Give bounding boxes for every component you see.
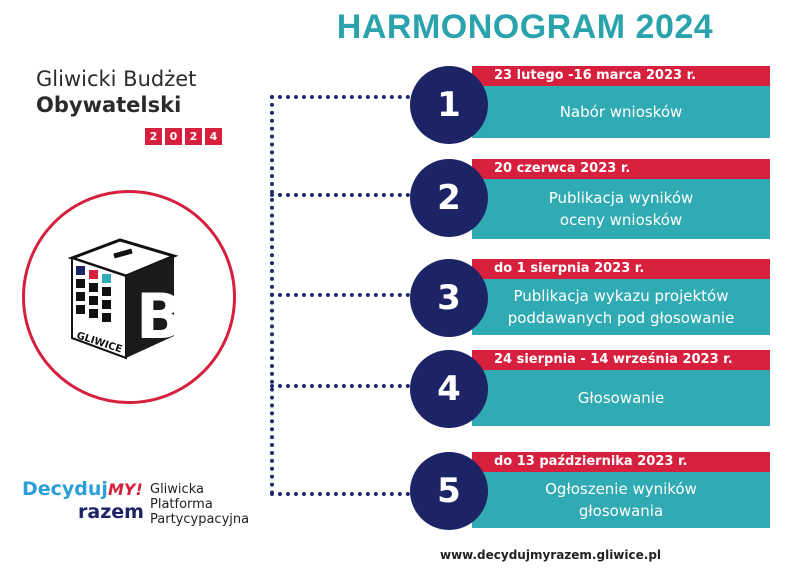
- footer-url: www.decydujmyrazem.gliwice.pl: [440, 548, 662, 562]
- ballot-box-logo: [62, 230, 192, 360]
- partner-word-2: razem: [78, 501, 144, 523]
- step-description: Ogłoszenie wyników głosowania: [472, 472, 770, 528]
- platform-name: Gliwicka Platforma Partycypacyjna: [150, 482, 250, 527]
- brand-line-1: Gliwicki Budżet: [36, 67, 197, 91]
- step-number: 5: [410, 452, 488, 530]
- brand-line-2: Obywatelski: [36, 93, 182, 117]
- step-date: 20 czerwca 2023 r.: [472, 159, 770, 179]
- page-title: HARMONOGRAM 2024: [336, 8, 714, 46]
- step-number: 2: [410, 159, 488, 237]
- step-number: 1: [410, 66, 488, 144]
- step-date: do 1 sierpnia 2023 r.: [472, 259, 770, 279]
- timeline-step: [410, 66, 770, 152]
- timeline-branch: [270, 293, 410, 297]
- partner-word-1: Decyduj: [22, 478, 108, 500]
- timeline-step: [410, 259, 770, 345]
- logo-letter: B: [136, 280, 184, 353]
- logo-text: GLIWICE: [75, 330, 124, 356]
- timeline-branch: [270, 384, 410, 388]
- year-digit: 4: [205, 128, 222, 145]
- step-date: do 13 października 2023 r.: [472, 452, 770, 472]
- step-date: 23 lutego -16 marca 2023 r.: [472, 66, 770, 86]
- step-number: 4: [410, 350, 488, 428]
- timeline-step: [410, 159, 770, 245]
- step-number: 3: [410, 259, 488, 337]
- timeline-step: [410, 350, 770, 436]
- step-description: Głosowanie: [472, 370, 770, 426]
- year-digit: 0: [165, 128, 182, 145]
- year-badge: [145, 128, 222, 145]
- step-description: Publikacja wyników oceny wniosków: [472, 179, 770, 239]
- timeline-branch: [270, 95, 410, 99]
- year-digit: 2: [185, 128, 202, 145]
- year-digit: 2: [145, 128, 162, 145]
- timeline-step: [410, 452, 770, 538]
- partner-word-my: MY!: [107, 480, 143, 499]
- step-description: Publikacja wykazu projektów poddawanych pod głosowanie: [472, 279, 770, 335]
- budget-brand: [36, 66, 196, 118]
- step-description: Nabór wniosków: [472, 86, 770, 138]
- partner-logo: [22, 478, 144, 523]
- timeline-branch: [270, 492, 410, 496]
- step-date: 24 sierpnia - 14 września 2023 r.: [472, 350, 770, 370]
- timeline-branch: [270, 193, 410, 197]
